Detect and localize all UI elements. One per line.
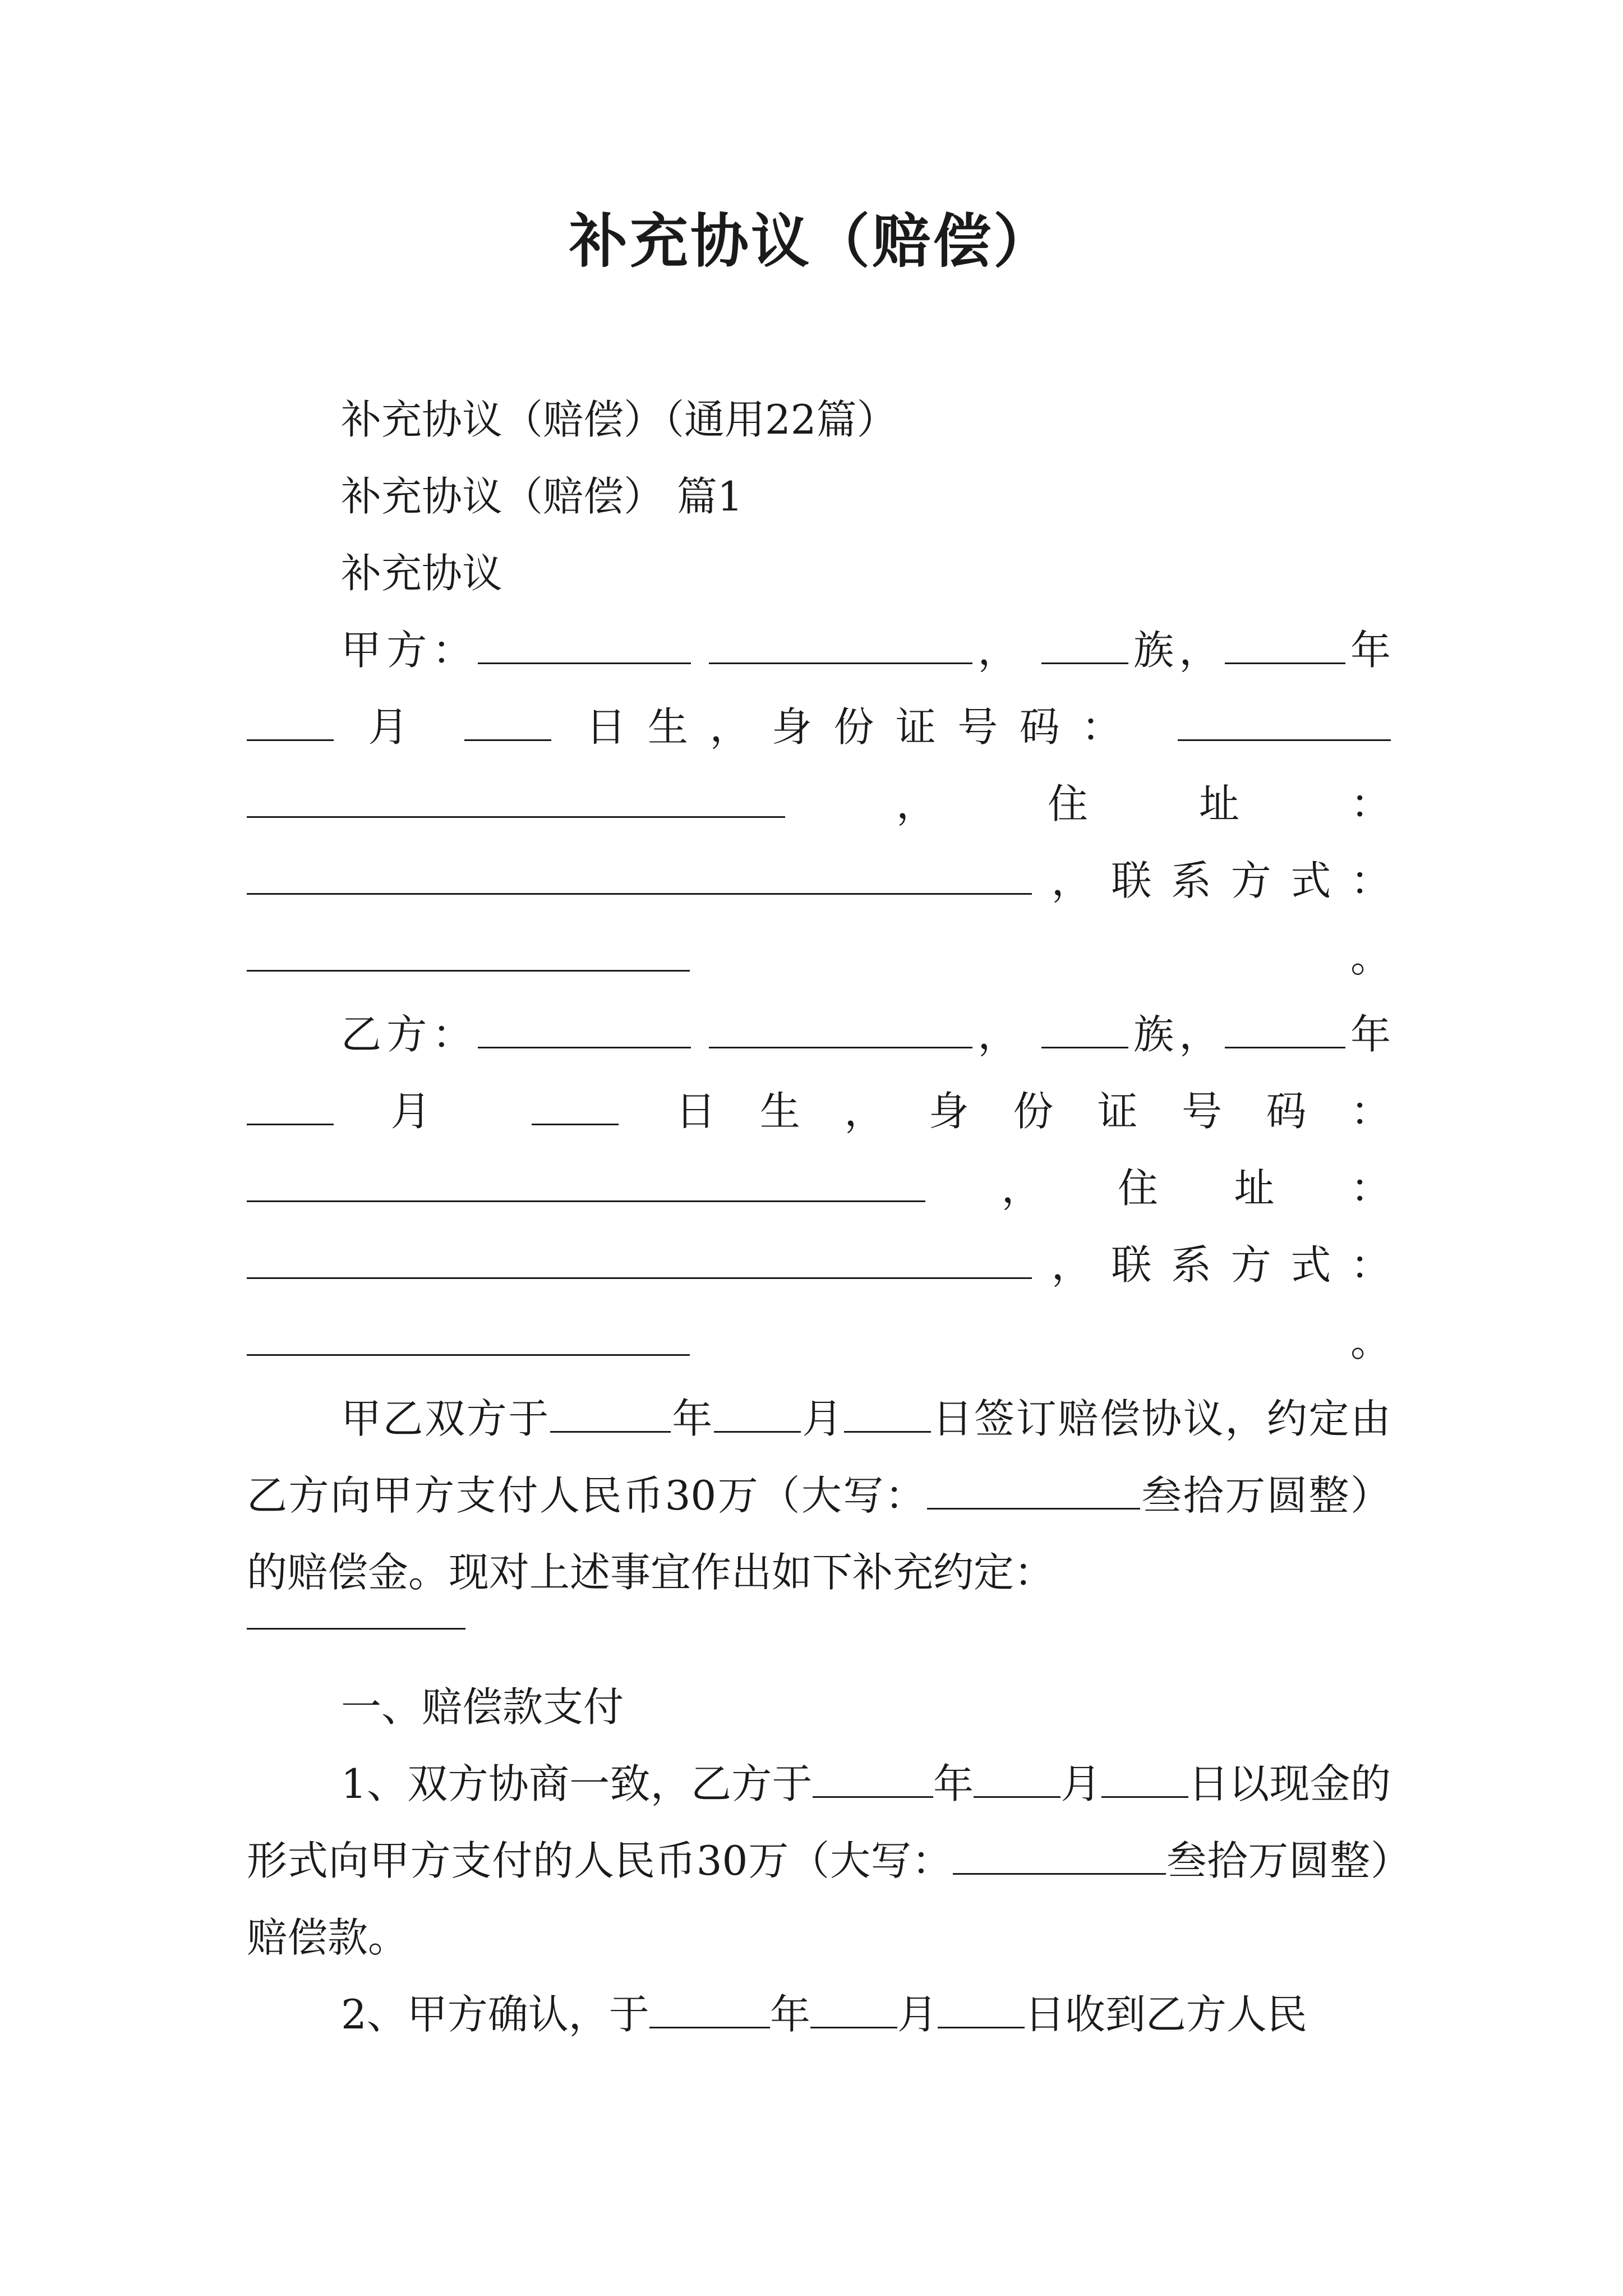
intro-text-3: 叁拾万圆整）的赔偿金。现对上述事宜作出如下补充约定：	[247, 1472, 1391, 1596]
party-a-gender-blank	[709, 626, 972, 664]
party-a-month: 月	[368, 703, 430, 751]
intro-text-2: 日签订赔偿协议，约定由乙方向甲方支付人民币30万（大写：	[247, 1395, 1391, 1519]
party-b-address-label: ，住址：	[925, 1165, 1391, 1212]
party-a-id-label: 日生，身份证号码：	[585, 703, 1144, 751]
intro-day-blank	[844, 1395, 931, 1433]
party-a-name-blank	[478, 626, 691, 664]
party-b-ethnic: 族，	[1128, 1011, 1225, 1058]
item-1-month-blank	[974, 1760, 1061, 1798]
party-b-comma: ，	[972, 1011, 1023, 1058]
item-1-year: 年	[933, 1760, 974, 1807]
intro-text-1: 甲乙双方于	[341, 1395, 550, 1442]
document-title: 补充协议（赔偿）	[569, 206, 1054, 275]
party-b-name-blank	[478, 1010, 691, 1048]
intro-month-blank	[714, 1395, 801, 1433]
party-b-contact-blank	[247, 1318, 690, 1356]
party-a-day-blank	[464, 703, 551, 741]
item-2-month-blank	[810, 1990, 897, 2028]
party-b-month: 月	[390, 1088, 475, 1135]
item-1-text-b: 日以现金的形式向甲方支付的人民币30万（大写：	[247, 1760, 1391, 1884]
party-a-year: 年	[1345, 627, 1391, 674]
chapter-line	[247, 458, 1391, 535]
party-a-end: 。	[690, 934, 1391, 981]
party-b-address-blank	[247, 1241, 1032, 1279]
item-1-amount-blank	[953, 1837, 1166, 1875]
party-b-ethnic-blank	[1041, 1010, 1128, 1048]
party-a-ethnic: 族，	[1128, 627, 1225, 674]
item-2-text-b: 日收到乙方人民	[1024, 1991, 1307, 2038]
party-b-paragraph	[247, 996, 1391, 1381]
party-a-id-blank	[1178, 703, 1391, 741]
intro-amount-blank	[927, 1471, 1140, 1510]
section-1-item-1	[247, 1746, 1391, 1976]
party-b-year-blank	[1225, 1010, 1345, 1048]
party-a-address-label: ，住址：	[785, 780, 1391, 827]
item-1-year-blank	[813, 1760, 933, 1798]
chapter-text: 补充协议（赔偿） 篇1	[341, 473, 743, 520]
party-a-address-blank	[247, 857, 1032, 895]
document-body	[247, 381, 1391, 2053]
section-1-item-2	[247, 1976, 1391, 2053]
party-b-gender-blank	[709, 1010, 972, 1048]
party-b-label: 乙方：	[341, 1011, 478, 1058]
party-b-day-blank	[532, 1087, 619, 1125]
item-1-month: 月	[1061, 1760, 1101, 1807]
party-a-month-blank	[247, 703, 334, 741]
intro-trailing-blank	[247, 1628, 465, 1630]
subtitle-line	[247, 381, 1391, 458]
intro-year-blank	[550, 1395, 671, 1433]
party-a-id-blank-2	[247, 780, 785, 818]
item-2-month: 月	[897, 1991, 938, 2038]
item-2-text-a: 2、甲方确认，于	[341, 1991, 649, 2038]
intro-paragraph	[247, 1381, 1391, 1611]
party-a-label: 甲方：	[341, 627, 478, 674]
item-1-text-a: 1、双方协商一致，乙方于	[341, 1760, 813, 1807]
item-2-day-blank	[938, 1990, 1025, 2028]
party-b-month-blank	[247, 1087, 334, 1125]
item-1-text-c: 叁拾万圆整）赔偿款。	[247, 1837, 1391, 1961]
party-a-contact-label: ，联系方式：	[1032, 857, 1391, 904]
party-b-year: 年	[1345, 1011, 1391, 1058]
agreement-heading-text: 补充协议	[341, 550, 503, 597]
agreement-heading	[247, 535, 1391, 612]
party-b-id-blank	[247, 1164, 925, 1202]
party-a-comma: ，	[972, 627, 1023, 674]
item-2-year: 年	[769, 1991, 810, 2038]
item-2-year-blank	[649, 1990, 770, 2028]
party-a-year-blank	[1225, 626, 1345, 664]
section-1-heading	[247, 1669, 1391, 1746]
subtitle-text: 补充协议（赔偿）（通用22篇）	[341, 396, 897, 443]
section-1-heading-text: 一、赔偿款支付	[341, 1683, 624, 1731]
item-1-day-blank	[1101, 1760, 1188, 1798]
intro-year: 年	[670, 1395, 714, 1442]
party-a-paragraph	[247, 612, 1391, 996]
intro-month: 月	[800, 1395, 844, 1442]
party-b-id-label: 日生，身份证号码：	[675, 1088, 1391, 1135]
party-a-contact-blank	[247, 933, 690, 972]
party-b-end: 。	[690, 1318, 1391, 1365]
party-a-ethnic-blank	[1041, 626, 1128, 664]
party-b-contact-label: ，联系方式：	[1032, 1241, 1391, 1289]
